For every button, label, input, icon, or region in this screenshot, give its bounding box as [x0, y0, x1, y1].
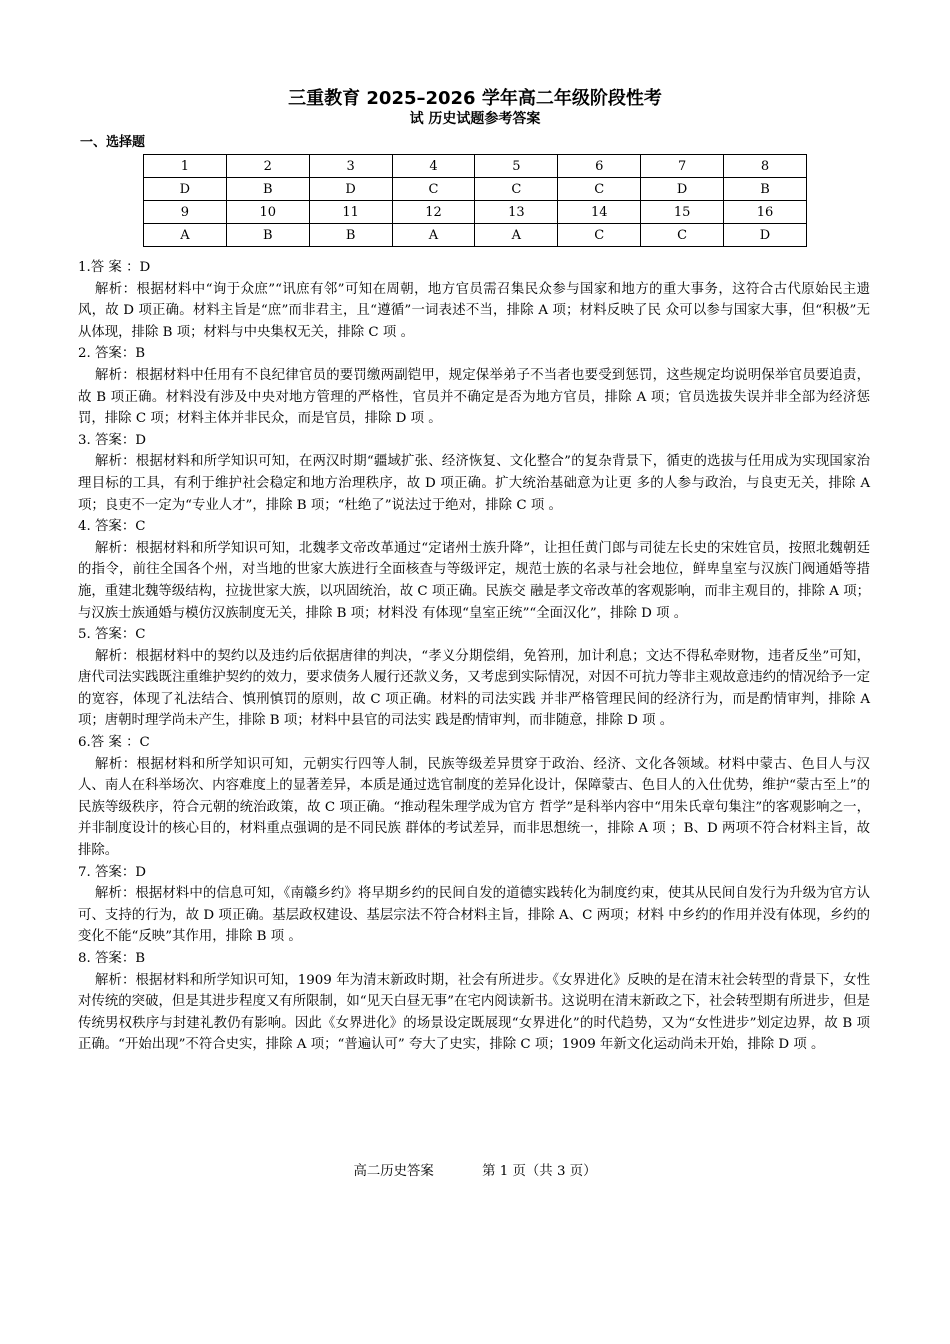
answer-table — [143, 154, 807, 247]
table-cell: 8 — [724, 155, 807, 178]
table-cell: 14 — [558, 201, 641, 224]
table-cell: 3 — [309, 155, 392, 178]
footer-subject: 高二历史答案 — [353, 1164, 434, 1179]
answer-heading: 6.答 案 ：C — [78, 735, 150, 751]
table-cell: 9 — [144, 201, 227, 224]
table-cell: B — [226, 224, 309, 247]
table-cell: 13 — [475, 201, 558, 224]
explanation-text: 解析：根据材料中任用有不良纪律官员的要罚缴两副铠甲，规定保举弟子不当者也要受到惩罚，这些规定均说明保举官员要追责，故 B 项正确。材料没有涉及中央对地方管理的严格性，官员并不确定是否为地方官员，排除 A 项；官员选拔失误并非全部为经济惩罚，排除 C 项；材料主体并非民众，而是官员，排除 D 项 。 — [78, 367, 870, 427]
table-cell: 4 — [392, 155, 475, 178]
table-cell: D — [309, 178, 392, 201]
table-cell: D — [724, 224, 807, 247]
table-cell: 12 — [392, 201, 475, 224]
answer-heading: 5. 答案：C — [78, 627, 146, 643]
table-cell: 2 — [226, 155, 309, 178]
table-row — [144, 155, 807, 178]
table-cell: 15 — [641, 201, 724, 224]
table-cell: 16 — [724, 201, 807, 224]
answer-heading: 7. 答案：D — [78, 864, 146, 880]
table-cell: 11 — [309, 201, 392, 224]
table-cell: B — [724, 178, 807, 201]
explanation-text: 解析：根据材料和所学知识可知，北魏孝文帝改革通过“定诸州士族升降”，让担任黄门郎与司徒左长史的宋姓官员，按照北魏朝廷的指令，前往全国各个州，对当地的世家大族进行全面核查与等级评定，规范士族的名录与社会地位，鲜卑皇室与汉族门阀通婚等措施，重建北魏等级结构，拉拢世家大族，以巩固统治，故 C 项正确。民族交 融是孝文帝改革的客观影响，而非主观目的，排除 A 项；与汉族士族通婚与模仿汉族制度无关，排除 B 项；材料没 有体现“皇室正统”“全面汉化”，排除 D 项 。 — [78, 540, 870, 621]
explanation-text: 解析：根据材料和所学知识可知，1909 年为清末新政时期，社会有所进步。《女界进化》反映的是在清末社会转型的背景下，女性对传统的突破，但是其进步程度又有所限制，如“见天白昼无事”在宅内阅读新书。这说明在清末新政之下，社会转型期有所进步，但是传统男权秩序与封建礼教仍有影响。因此《女界进化》的场景设定既展现“女界进化”的时代趋势，又为“女性进步”划定边界，故 B 项正确。“开始出现”不符合史实，排除 A 项；“普遍认可” 夸大了史实，排除 C 项；1909 年新文化运动尚未开始，排除 D 项 。 — [78, 972, 870, 1053]
page-subtitle: 试 历史试题参考答案 — [409, 111, 541, 127]
explanation-text: 解析：根据材料中的信息可知，《南赣乡约》将早期乡约的民间自发的道德实践转化为制度约束，使其从民间自发行为升级为官方认可、支持的行为，故 D 项正确。基层政权建设、基层宗法不符合材料主旨，排除 A、C 两项；材料 中乡约的作用并没有体现，乡约的变化不能“反映”其作用，排除 B 项 。 — [78, 886, 870, 945]
answer-heading: 1.答 案 ：D — [78, 260, 151, 275]
table-cell: A — [144, 224, 227, 247]
table-cell: C — [392, 178, 475, 201]
explanation-text: 解析：根据材料中的契约以及违约后依据唐律的判决，“孝义分期偿绢，免笞刑，加计利息；文达不得私牵财物，违者反坐”可知，唐代司法实践既注重维护契约的效力，要求债务人履行还款义务，又考虑到实际情况，对因不可抗力等非主观故意违约的情况给予一定的宽容，体现了礼法结合、慎刑慎罚的原则，故 C 项正确。材料的司法实践 并非严格管理民间的经济行为，而是酌情审判，排除 A 项；唐朝时理学尚未产生，排除 B 项；材料中县官的司法实 践是酌情审判，而非随意，排除 D 项 。 — [78, 648, 870, 729]
answer-heading: 3. 答案：D — [78, 432, 146, 448]
table-cell: C — [641, 224, 724, 247]
table-cell: C — [558, 178, 641, 201]
table-cell: A — [392, 224, 475, 247]
table-row — [144, 178, 807, 201]
table-cell: B — [226, 178, 309, 201]
answer-heading: 2. 答案：B — [78, 346, 146, 362]
table-cell: 10 — [226, 201, 309, 224]
explanation-text: 解析：根据材料中“询于众庶”“讯庶有邻”可知在周朝，地方官员需召集民众参与国家和地方的重大事务，这符合古代原始民主遗风，故 D 项正确。材料主旨是“庶”而非君主，且“遵循”一词表述不当，排除 A 项；材料反映了民 众可以参与国家大事，但“积极”无从体现，排除 B 项；材料与中央集权无关，排除 C 项 。 — [78, 281, 870, 340]
answer-heading: 8. 答案：B — [78, 951, 146, 966]
answer-heading: 4. 答案：C — [78, 519, 146, 535]
footer-page-number: 第 1 页（共 3 页） — [482, 1164, 597, 1179]
table-cell: B — [309, 224, 392, 247]
answer-explanations — [78, 257, 870, 1056]
table-row — [144, 224, 807, 247]
table-cell: C — [558, 224, 641, 247]
page-title: 三重教育 2025–2026 学年高二年级阶段性考 — [288, 88, 662, 109]
table-cell: 5 — [475, 155, 558, 178]
section-heading: 一、选择题 — [80, 135, 146, 150]
table-cell: A — [475, 224, 558, 247]
explanation-text: 解析：根据材料和所学知识可知，元朝实行四等人制，民族等级差异贯穿于政治、经济、文化各领域。材料中蒙古、色目人与汉人、南人在科举场次、内容难度上的显著差异，本质是通过选官制度的差异化设计，保障蒙古、色目人的入仕优势，维护“蒙古至上”的民族等级秩序，符合元朝的统治政策，故 C 项正确。“推动程朱理学成为官方 哲学”是科举内容中“用朱氏章句集注”的客观影响之一，并非制度设计的核心目的，材料重点强调的是不同民族 群体的考试差异，而非思想统一，排除 A 项 ；B、D 两项不符合材料主旨，故排除。 — [78, 756, 870, 859]
explanation-text: 解析：根据材料和所学知识可知，在两汉时期“疆域扩张、经济恢复、文化整合”的复杂背景下，循吏的选拔与任用成为实现国家治理目标的工具，有利于维护社会稳定和地方治理秩序，故 D 项正确。扩大统治基础意为让更 多的人参与政治，与良吏无关，排除 A 项；良吏不一定为“专业人才”，排除 B 项；“杜绝了”说法过于绝对，排除 C 项 。 — [78, 454, 870, 513]
table-cell: 6 — [558, 155, 641, 178]
table-cell: C — [475, 178, 558, 201]
table-cell: 7 — [641, 155, 724, 178]
table-cell: D — [641, 178, 724, 201]
page-footer — [0, 1160, 950, 1179]
table-row — [144, 201, 807, 224]
table-cell: 1 — [144, 155, 227, 178]
table-cell: D — [144, 178, 227, 201]
